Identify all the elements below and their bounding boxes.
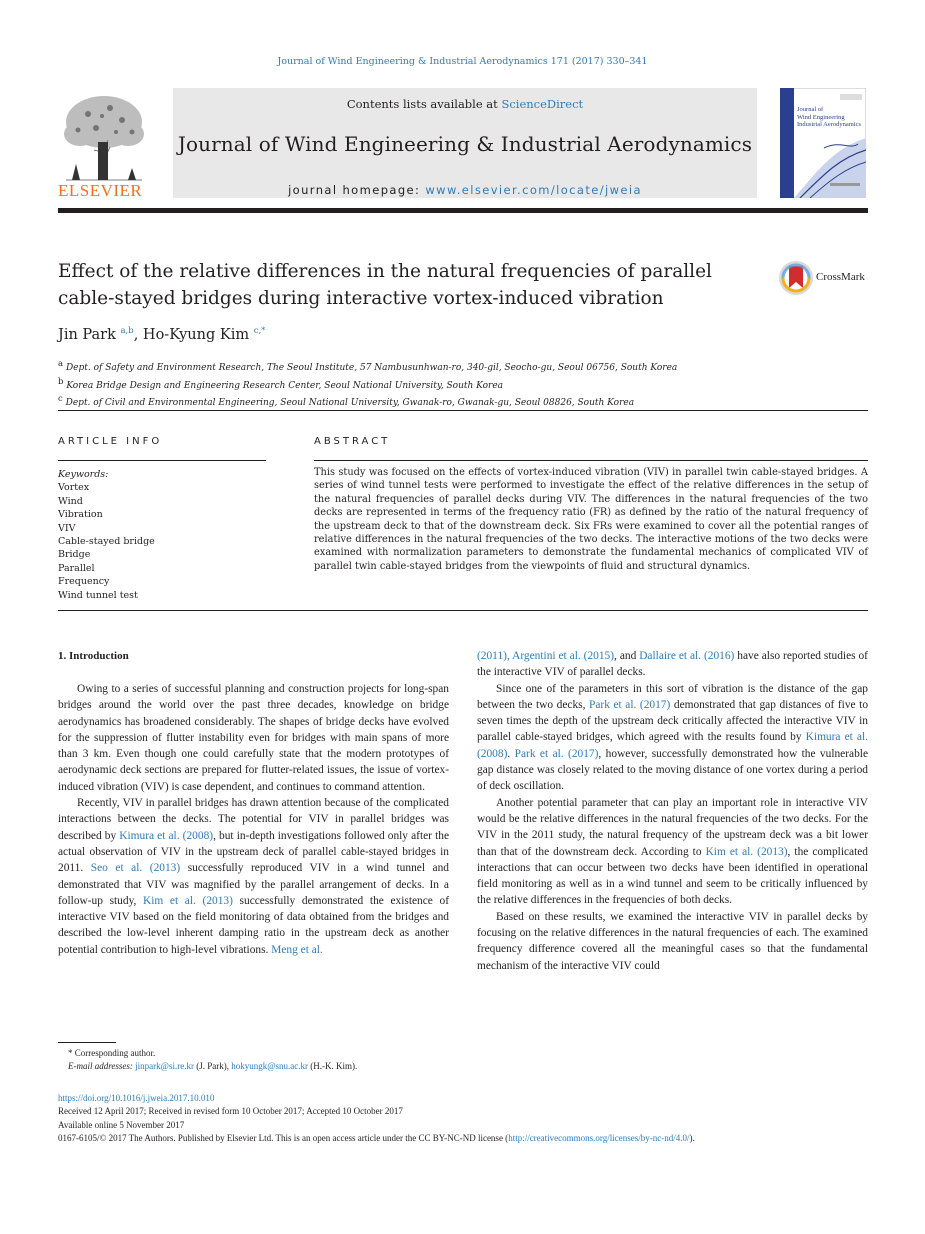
abstract-rule — [314, 460, 868, 461]
citation-link[interactable]: Kim et al. (2013) — [705, 845, 788, 858]
author-affiliation-marks[interactable]: c,* — [253, 326, 266, 336]
affiliations — [58, 358, 878, 411]
keywords-label: Keywords: — [58, 469, 109, 480]
paragraph: Based on these results, we examined the interactive VIV in parallel decks by focusing on the relative differences in the natural frequencies of each. The examined frequency difference covered all the meaningful cases so that the fundamental mechanism of the interactive VIV could — [477, 910, 868, 972]
license-text: 0167-6105/© 2017 The Authors. Published by Elsevier Ltd. This is an open access article under the CC BY-NC-ND license ( — [58, 1132, 509, 1143]
abstract-text: This study was focused on the effects of vortex-induced vibration (VIV) in parallel twin cable-stayed bridges. A series of wind tunnel tests were performed to investigate the effect of the relative differences in the setup of the natural frequencies of parallel decks during VIV. The differences in the natural frequencies of the two decks are represented in terms of the frequency ratio (FR) as defined by the ratio of the natural frequency of the upstream deck to that of the downstream deck. Six FRs were examined to cover all the potential ranges of relative differences in the natural frequencies of the two decks. The interactive motions of the two decks were examined with normalization parameters to demonstrate the fundamental mechanics of complicated VIV of parallel twin cable-stayed bridges from the viewpoints of fluid and structural dynamics. — [314, 467, 868, 572]
paragraph — [477, 648, 868, 681]
affiliation-text: Dept. of Safety and Environment Research, The Seoul Institute, 57 Nambusunhwan-ro, 340-gil, Seocho-gu, Seoul 06756, South Korea — [65, 363, 678, 373]
paragraph-text: demonstrated that gap distances of five to seven times the depth of the upstream deck critically affected the interactive VIV in parallel cable-stayed bridges, which agreed with the results found by — [477, 698, 869, 744]
footnote-rule — [58, 1042, 116, 1043]
author-affiliation-marks[interactable]: a,b — [120, 326, 134, 336]
affiliation-mark: a — [58, 359, 64, 369]
paragraph-text: Another potential parameter that can play an important role in interactive VIV would be the relative differences in the natural frequencies of the two decks. For the VIV in the 2011 study, the natural frequency of the upstream deck was a bit lower than that of the downstream deck. According to — [477, 796, 868, 858]
author-name: Jin Park — [58, 326, 116, 343]
publication-info — [58, 1092, 888, 1145]
article-info-heading: ARTICLE INFO — [58, 436, 163, 447]
section-heading: 1. Introduction — [58, 650, 129, 662]
paragraph — [477, 681, 868, 795]
email-label: E-mail addresses: — [68, 1061, 136, 1072]
author-separator: , — [133, 326, 143, 343]
homepage-prefix: journal homepage: — [288, 183, 426, 197]
keyword: Bridge — [58, 549, 91, 561]
crossmark-badge[interactable] — [778, 260, 870, 296]
abstract-heading: ABSTRACT — [314, 436, 391, 447]
citation-link[interactable]: Seo et al. (2013) — [90, 862, 181, 875]
affiliation-mark: c — [58, 394, 63, 404]
article-title — [58, 258, 748, 312]
crossmark-label: CrossMark — [816, 271, 865, 283]
keyword: Vibration — [58, 509, 103, 521]
contents-line — [173, 97, 757, 111]
keyword: Vortex — [58, 482, 90, 494]
homepage-link[interactable]: www.elsevier.com/locate/jweia — [425, 183, 642, 197]
citation-link[interactable]: Park et al. (2017) — [589, 698, 671, 711]
header-rule — [58, 208, 868, 213]
license-line — [58, 1132, 888, 1145]
sciencedirect-link[interactable]: ScienceDirect — [501, 97, 584, 111]
citation-link[interactable]: Kimura et al. (2008) — [477, 731, 868, 760]
affiliation — [58, 358, 878, 376]
paragraph-text: . — [507, 747, 515, 760]
citation-link[interactable]: Park et al. (2017) — [514, 747, 599, 760]
keyword: Parallel — [58, 562, 95, 574]
affiliation-mark: b — [58, 376, 64, 387]
available-online: Available online 5 November 2017 — [58, 1119, 185, 1130]
contents-prefix: Contents lists available at — [346, 97, 502, 111]
citation-link[interactable]: Kimura et al. (2008) — [119, 829, 214, 842]
citation-link[interactable]: Dallaire et al. (2016) — [639, 650, 735, 662]
footnotes — [58, 1047, 357, 1074]
article-title-line2: cable-stayed bridges during interactive vortex-induced vibration — [58, 288, 664, 309]
article-info-rule — [58, 460, 266, 461]
citation-link[interactable]: Kim et al. (2013) — [143, 894, 233, 907]
paragraph-text: , and — [614, 650, 640, 662]
paragraph-text: , but in-depth investigations followed only after the actual observation of VIV in the upstream deck of parallel cable-stayed bridges in 2011. — [58, 829, 450, 875]
keyword: Frequency — [58, 576, 110, 588]
paragraph — [58, 795, 449, 958]
paragraph-text: successfully demonstrated the existence of interactive VIV based on the field monitoring of data obtained from the bridges and described the low-level inherent damping ratio in the upstream deck as another potential contribution to high-level vibrations. — [58, 894, 449, 956]
paragraph — [477, 795, 868, 909]
cover-title-line2: Wind Engineering — [797, 113, 845, 121]
paragraph-text: Since one of the parameters in this sort of vibration is the distance of the gap between the two decks, — [477, 682, 868, 711]
license-link[interactable]: http://creativecommons.org/licenses/by-nc-nd/4.0/ — [508, 1132, 690, 1143]
email-link[interactable]: jinpark@si.re.kr — [135, 1061, 194, 1072]
keyword: Wind tunnel test — [58, 589, 138, 601]
author-list — [58, 326, 265, 343]
keywords-list — [58, 468, 155, 602]
section-rule — [58, 410, 868, 411]
cover-title-line3: Industrial Aerodynamics — [797, 121, 862, 128]
affiliation-text: Dept. of Civil and Environmental Engineering, Seoul National University, Gwanak-ro, Gwanak-gu, Seoul 08826, South Korea — [65, 398, 635, 408]
email-addresses — [58, 1060, 357, 1073]
email-owner: (J. Park), — [193, 1061, 232, 1072]
citation-link[interactable]: Meng et al. — [271, 943, 323, 956]
crossmark-icon — [778, 260, 814, 296]
publisher-logo-text: ELSEVIER — [58, 181, 143, 200]
affiliation — [58, 393, 878, 411]
license-text: ). — [689, 1132, 695, 1143]
doi-link[interactable]: https://doi.org/10.1016/j.jweia.2017.10.010 — [58, 1093, 215, 1103]
paragraph: Owing to a series of successful planning and construction projects for long-span bridges around the world over the past three decades, knowledge on bridge aerodynamics has broadened considerably. The shapes of bridge decks have evolved for the suppression of flutter instability even for bridges with main spans of more than 3 km. Even though one could carefully state that the modern prototypes of aerodynamic deck sections are prepared for flutter-related issues, the issue of vortex-induced vibration (VIV) is case dependent, and continues to command attention. — [58, 683, 449, 793]
citation-link[interactable]: (2011), Argentini et al. (2015) — [477, 650, 615, 662]
affiliation-text: Korea Bridge Design and Engineering Research Center, Seoul National University, South Korea — [66, 380, 504, 391]
section-rule — [58, 610, 868, 611]
journal-name: Journal of Wind Engineering & Industrial Aerodynamics — [177, 132, 753, 156]
body-column-left — [58, 681, 449, 958]
paragraph-text: Recently, VIV in parallel bridges has drawn attention because of the complicated interactions between the decks. The potential for VIV in parallel bridges was described by — [58, 797, 449, 842]
keyword: VIV — [58, 522, 76, 534]
journal-homepage — [173, 183, 757, 197]
paragraph-text: , the complicated interactions that can occur between two decks have been identified in operational field monitoring as well as in a wind tunnel and seem to be critically influenced by the relative differences in the frequencies of both decks. — [477, 845, 869, 907]
paragraph-text: successfully reproduced VIV in a wind tunnel and demonstrated that VIV was magnified by the parallel arrangement of decks. In a follow-up study, — [58, 862, 449, 907]
received-dates: Received 12 April 2017; Received in revised form 10 October 2017; Accepted 10 October 2017 — [58, 1106, 403, 1117]
article-title-line1: Effect of the relative differences in the natural frequencies of parallel — [58, 261, 712, 282]
keyword: Cable-stayed bridge — [58, 536, 155, 548]
cover-title-line1: Journal of — [797, 106, 824, 113]
body-column-right — [477, 648, 868, 974]
journal-citation[interactable]: Journal of Wind Engineering & Industrial Aerodynamics 171 (2017) 330–341 — [277, 56, 648, 67]
paragraph-text: have also reported studies of the interactive VIV of parallel decks. — [477, 650, 868, 679]
email-link[interactable]: hokyungk@snu.ac.kr — [231, 1061, 308, 1072]
keyword: Wind — [58, 495, 83, 507]
paragraph-text: , however, successfully demonstrated how the vulnerable gap distance was closely related to the moving distance of one vortex during a period of deck oscillation. — [477, 747, 868, 793]
corresponding-author-note: * Corresponding author. — [68, 1048, 156, 1058]
journal-cover-thumbnail[interactable] — [780, 88, 866, 198]
email-owner: (H.-K. Kim). — [307, 1061, 358, 1072]
author-name: Ho-Kyung Kim — [142, 326, 250, 343]
affiliation — [58, 376, 878, 394]
